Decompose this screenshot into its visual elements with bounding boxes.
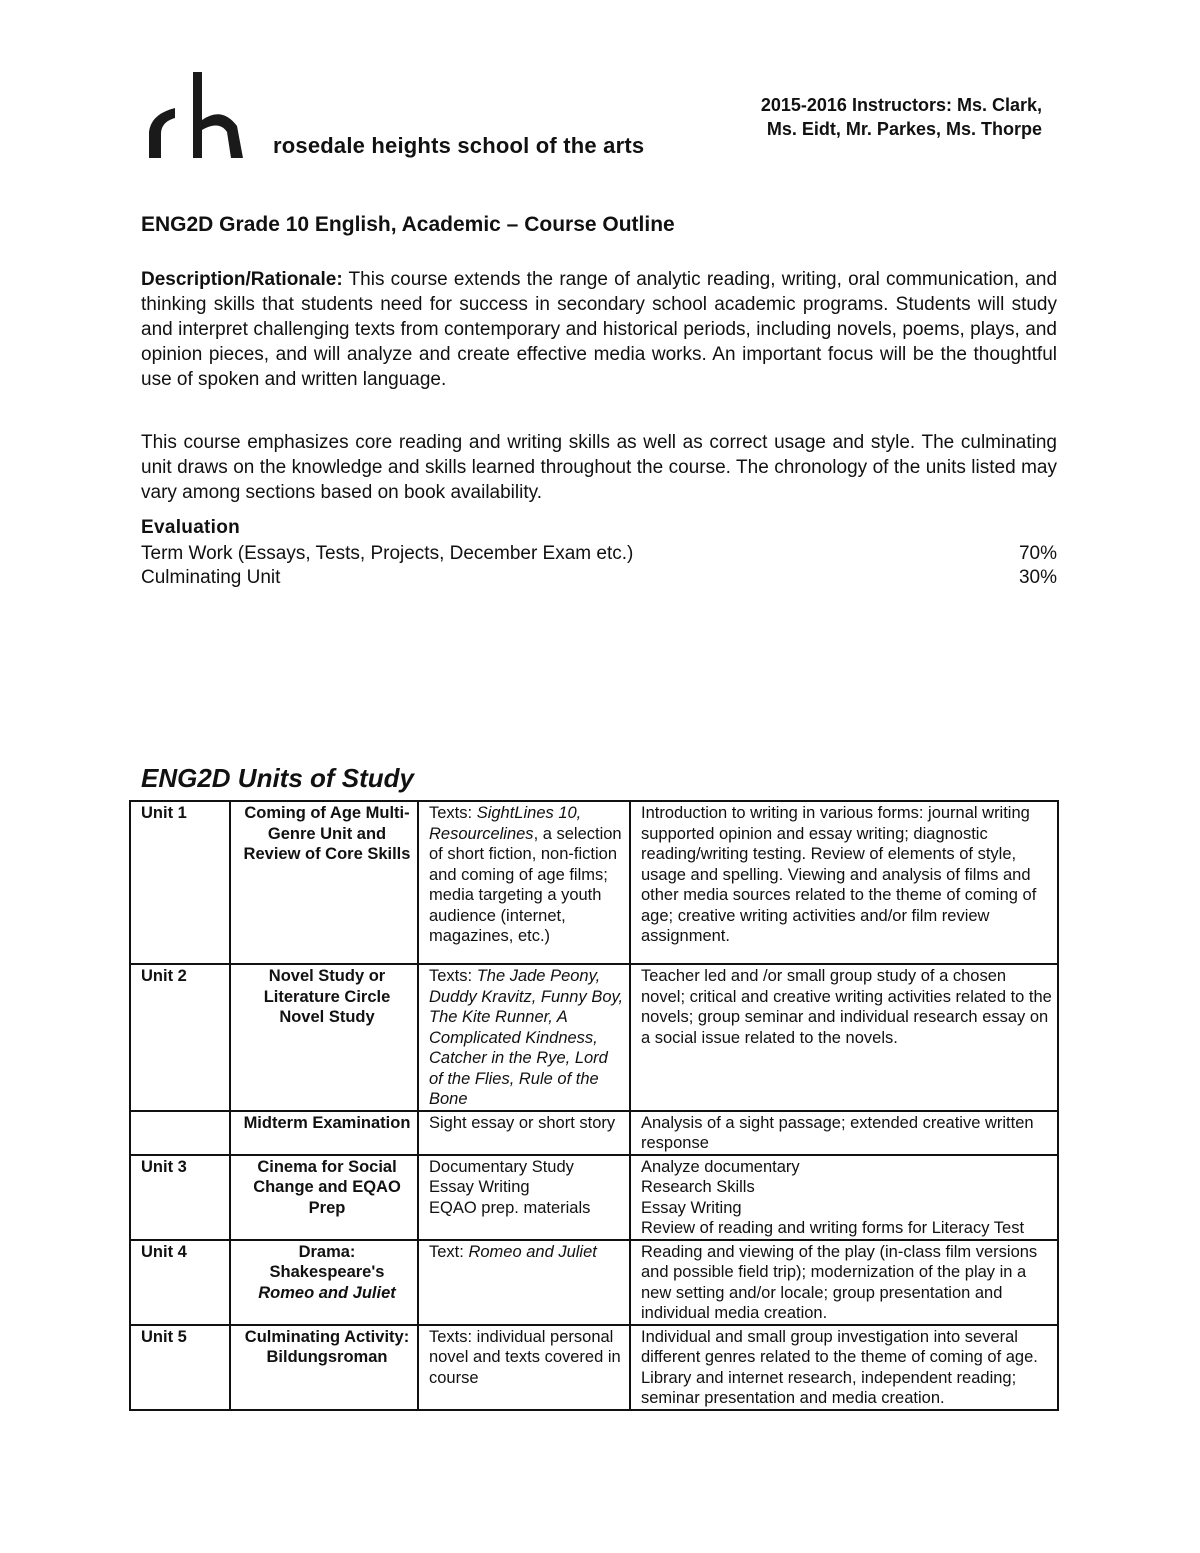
evaluation-label: Culminating Unit (141, 567, 281, 588)
table-row (130, 964, 1058, 1111)
unit-cell: Unit 5 (130, 1325, 230, 1410)
evaluation-value: 70% (1018, 543, 1057, 564)
description-text-1: This course extends the range of analytic reading, writing, oral communication, and thinking skills that students need for success in secondary school academic programs. Students will study and interpret challenging texts from contemporary and historical periods, including novels, poems, plays, and opinion pieces, and will analyze and create effective media works. An important focus will be the thoughtful use of spoken and written language. (141, 269, 1058, 390)
texts-italic: SightLines 10, Resourcelines (429, 804, 582, 843)
unit-description-cell: Introduction to writing in various forms: journal writing supported opinion and essay writing; diagnostic reading/writing testing. Review of elements of style, usage and spelling. Viewing and analysis of films and other media sources related to the theme of coming of age; creative writing activities and/or film review assignment. (630, 801, 1058, 964)
units-table (129, 800, 1059, 1411)
evaluation-row (141, 543, 1057, 565)
table-row (130, 1325, 1058, 1410)
instructors (642, 93, 1042, 141)
description-paragraph-2: This course emphasizes core reading and writing skills as well as correct usage and style. The culminating unit draws on the knowledge and skills learned throughout the course. The chronology of the units listed may vary among sections based on book availability. (141, 432, 1057, 503)
units-title: ENG2D Units of Study (141, 763, 415, 793)
unit-name-cell: Midterm Examination (230, 1111, 418, 1155)
texts-italic: Romeo and Juliet (468, 1242, 597, 1261)
texts-rest: , a selection of short fiction, non-fiction and coming of age films; media targeting a youth audience (internet, magazines, etc.) (429, 824, 622, 945)
unit-description-cell: Individual and small group investigation into several different genres related to the theme of coming of age. Library and internet research, independent reading; seminar presentation and media creation. (630, 1325, 1058, 1410)
texts-italic: The Jade Peony, Duddy Kravitz, Funny Boy, The Kite Runner, A Complicated Kindness, Catcher in the Rye, Lord of the Flies, Rule of the Bone (429, 967, 624, 1108)
evaluation-row (141, 567, 1057, 589)
evaluation-value: 30% (1018, 567, 1057, 588)
school-name: rosedale heights school of the arts (273, 133, 645, 158)
unit-cell (130, 1111, 230, 1155)
evaluation-label: Term Work (Essays, Tests, Projects, December Exam etc.) (141, 543, 634, 564)
description-line: Analyze documentary (641, 1157, 800, 1176)
description-line: Review of reading and writing forms for Literacy Test (641, 1219, 1025, 1237)
unit-name-line: Drama: (298, 1242, 356, 1261)
unit-name-cell: Novel Study or Literature Circle Novel Study (230, 964, 418, 1111)
table-row (130, 1155, 1058, 1240)
evaluation-heading: Evaluation (141, 517, 241, 538)
instructors-line-1: 2015-2016 Instructors: Ms. Clark, (760, 95, 1042, 115)
texts-line: EQAO prep. materials (429, 1198, 591, 1217)
texts-prefix: Text: (429, 1242, 469, 1261)
unit-cell: Unit 4 (130, 1240, 230, 1325)
instructors-line-2: Ms. Eidt, Mr. Parkes, Ms. Thorpe (766, 119, 1042, 139)
unit-cell: Unit 2 (130, 964, 230, 1111)
unit-name-cell: Cinema for Social Change and EQAO Prep (230, 1155, 418, 1240)
unit-name-italic: Romeo and Juliet (258, 1283, 396, 1302)
unit-texts-cell: Sight essay or short story (418, 1111, 630, 1155)
unit-texts-cell (418, 1240, 630, 1325)
unit-description-cell: Reading and viewing of the play (in-class film versions and possible field trip); modernization of the play in a new setting and/or locale; group presentation and individual media creation. (630, 1240, 1058, 1325)
unit-texts-cell (418, 964, 630, 1111)
texts-prefix: Texts: (429, 804, 477, 822)
texts-prefix: Texts: (429, 967, 477, 985)
table-row (130, 1240, 1058, 1325)
unit-name-cell: Culminating Activity: Bildungsroman (230, 1325, 418, 1410)
description-paragraph-1 (141, 267, 1057, 392)
unit-description-cell: Teacher led and /or small group study of a chosen novel; critical and creative writing activities related to the novels; group seminar and individual research essay on a social issue related to the novels. (630, 964, 1058, 1111)
unit-texts-cell: Texts: individual personal novel and texts covered in course (418, 1325, 630, 1410)
description-label: Description/Rationale: (141, 269, 343, 290)
unit-cell: Unit 3 (130, 1155, 230, 1240)
unit-texts-cell (418, 801, 630, 964)
unit-name-cell (230, 1240, 418, 1325)
description-line: Research Skills (641, 1178, 755, 1196)
course-title: ENG2D Grade 10 English, Academic – Course Outline (141, 213, 675, 236)
unit-name-cell: Coming of Age Multi-Genre Unit and Review of Core Skills (230, 801, 418, 964)
unit-description-cell (630, 1155, 1058, 1240)
rh-logo-icon (147, 70, 247, 160)
texts-line: Documentary Study (429, 1157, 574, 1176)
description-line: Essay Writing (641, 1198, 742, 1217)
table-row (130, 1111, 1058, 1155)
unit-cell: Unit 1 (130, 801, 230, 964)
unit-name-line: Shakespeare's (269, 1263, 385, 1281)
unit-description-cell: Analysis of a sight passage; extended creative written response (630, 1111, 1058, 1155)
texts-line: Essay Writing (429, 1178, 530, 1196)
unit-texts-cell (418, 1155, 630, 1240)
table-row (130, 801, 1058, 964)
